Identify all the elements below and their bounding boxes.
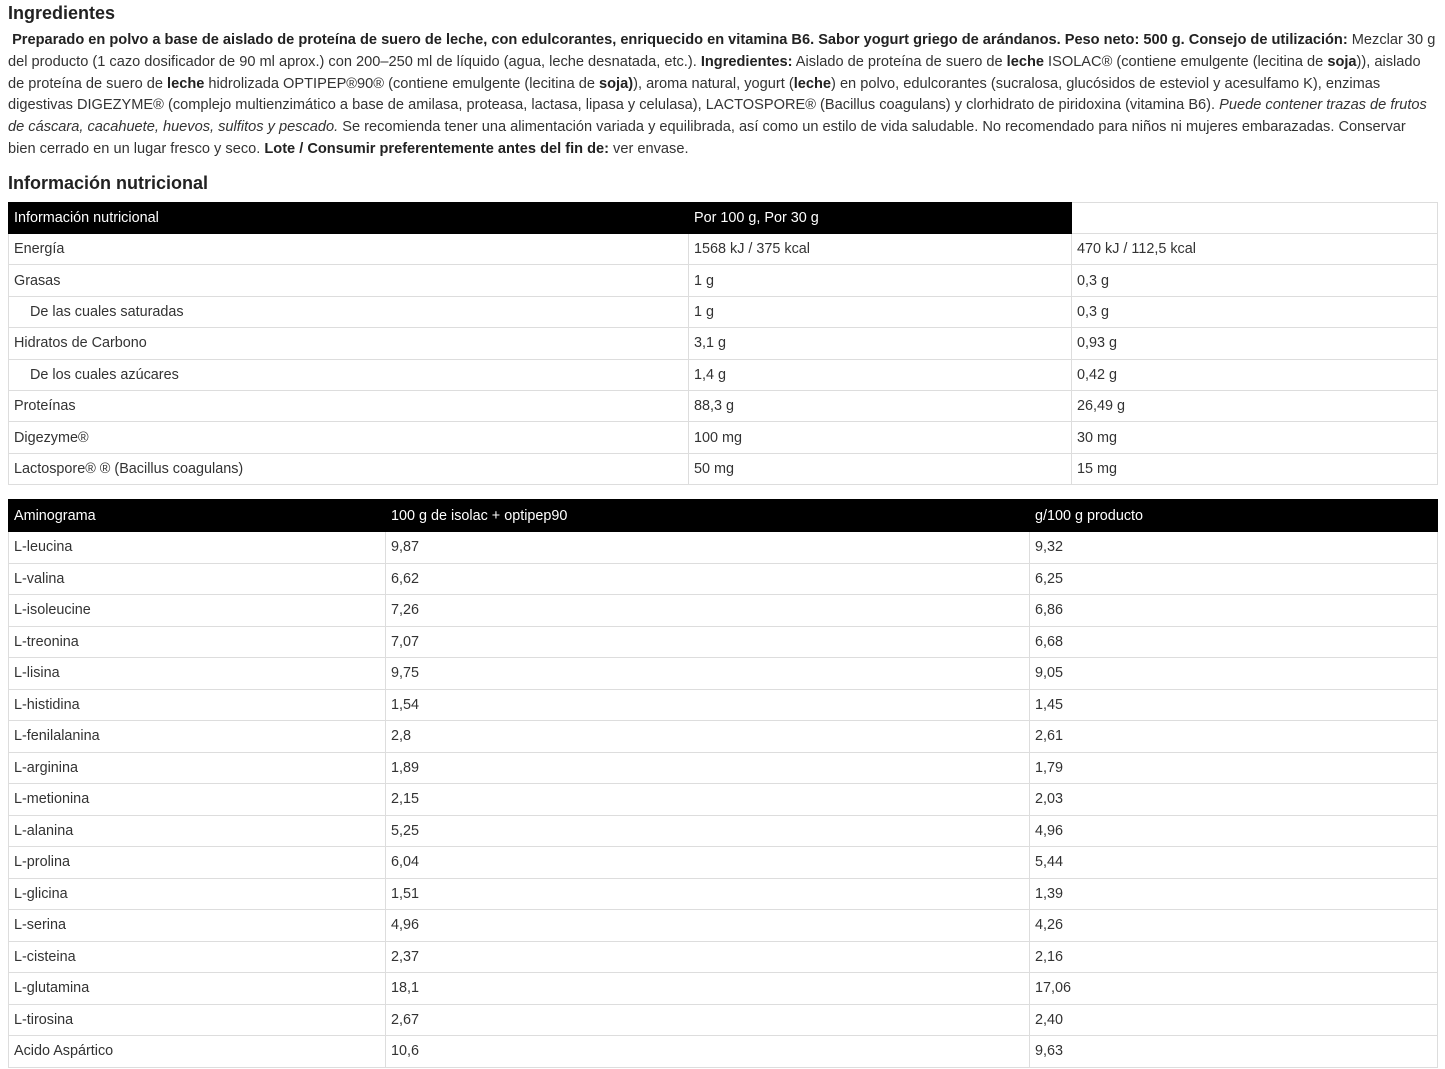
product-value: 5,44 xyxy=(1030,847,1438,879)
per-30g-value: 0,3 g xyxy=(1072,265,1438,296)
aminogram-row xyxy=(9,626,1438,658)
aminogram-row xyxy=(9,658,1438,690)
aminogram-row xyxy=(9,784,1438,816)
ingredients-label: Ingredientes: xyxy=(700,53,793,70)
nutrition-row xyxy=(9,453,1438,484)
nutrient-name: Proteínas xyxy=(9,390,689,421)
allergen-soy: soja) xyxy=(599,75,634,92)
aminogram-row xyxy=(9,847,1438,879)
nutrition-row xyxy=(9,422,1438,453)
isolac-value: 10,6 xyxy=(386,1036,1030,1068)
product-value: 2,40 xyxy=(1030,1004,1438,1036)
aminogram-table xyxy=(8,499,1438,1068)
aminogram-row xyxy=(9,973,1438,1005)
isolac-value: 7,26 xyxy=(386,595,1030,627)
aminogram-row xyxy=(9,721,1438,753)
amino-acid-name: L-arginina xyxy=(9,752,386,784)
nutrition-row xyxy=(9,328,1438,359)
product-value: 4,26 xyxy=(1030,910,1438,942)
nutrient-name: De los cuales azúcares xyxy=(9,359,689,390)
aminogram-row xyxy=(9,1004,1438,1036)
ingredients-paragraph xyxy=(8,30,1437,161)
isolac-value: 18,1 xyxy=(386,973,1030,1005)
traces-warning: Puede contener trazas de frutos de cáscara, cacahuete, huevos, sulfitos y pescado. xyxy=(8,97,1427,136)
aminogram-header-name: Aminograma xyxy=(9,500,386,532)
nutrition-heading: Información nutricional xyxy=(8,173,209,193)
amino-acid-name: L-treonina xyxy=(9,626,386,658)
aminogram-row xyxy=(9,689,1438,721)
product-value: 9,05 xyxy=(1030,658,1438,690)
isolac-value: 9,87 xyxy=(386,532,1030,564)
ingredients-text-part: hidrolizada OPTIPEP®90® (contiene emulgente (lecitina de xyxy=(204,75,600,92)
per-100g-value: 100 mg xyxy=(689,422,1072,453)
amino-acid-name: L-alanina xyxy=(9,815,386,847)
aminogram-header-row xyxy=(9,500,1438,532)
isolac-value: 6,62 xyxy=(386,563,1030,595)
ingredients-heading: Ingredientes xyxy=(8,3,116,23)
isolac-value: 2,15 xyxy=(386,784,1030,816)
nutrition-header-label: Información nutricional xyxy=(9,203,689,234)
allergen-milk: leche xyxy=(793,75,832,92)
isolac-value: 1,51 xyxy=(386,878,1030,910)
isolac-value: 6,04 xyxy=(386,847,1030,879)
amino-acid-name: L-lisina xyxy=(9,658,386,690)
nutrient-name: Grasas xyxy=(9,265,689,296)
amino-acid-name: L-leucina xyxy=(9,532,386,564)
isolac-value: 5,25 xyxy=(386,815,1030,847)
per-100g-value: 1,4 g xyxy=(689,359,1072,390)
ingredients-text-part: )), aislado de proteína de suero de xyxy=(8,53,1421,92)
amino-acid-name: L-fenilalanina xyxy=(9,721,386,753)
isolac-value: 4,96 xyxy=(386,910,1030,942)
nutrient-name: Digezyme® xyxy=(9,422,689,453)
nutrient-name: De las cuales saturadas xyxy=(9,296,689,327)
lote-value: ver envase. xyxy=(609,140,689,157)
per-100g-value: 1568 kJ / 375 kcal xyxy=(689,234,1072,265)
amino-acid-name: L-cisteina xyxy=(9,941,386,973)
per-30g-value: 30 mg xyxy=(1072,422,1438,453)
amino-acid-name: L-metionina xyxy=(9,784,386,816)
nutrition-row xyxy=(9,265,1438,296)
nutrient-name: Hidratos de Carbono xyxy=(9,328,689,359)
isolac-value: 2,67 xyxy=(386,1004,1030,1036)
aminogram-row xyxy=(9,878,1438,910)
ingredients-text-part: ), aroma natural, yogurt ( xyxy=(633,75,794,92)
isolac-value: 2,8 xyxy=(386,721,1030,753)
per-100g-value: 1 g xyxy=(689,296,1072,327)
per-30g-value: 0,93 g xyxy=(1072,328,1438,359)
per-30g-value: 470 kJ / 112,5 kcal xyxy=(1072,234,1438,265)
nutrition-header-row xyxy=(9,203,1438,234)
amino-acid-name: L-glicina xyxy=(9,878,386,910)
aminogram-row xyxy=(9,532,1438,564)
ingredients-text-part: ISOLAC® (contiene emulgente (lecitina de xyxy=(1044,53,1328,70)
nutrition-header-per100: Por 100 g, Por 30 g xyxy=(689,203,1072,234)
per-100g-value: 1 g xyxy=(689,265,1072,296)
product-value: 1,79 xyxy=(1030,752,1438,784)
isolac-value: 2,37 xyxy=(386,941,1030,973)
allergen-milk: leche xyxy=(167,75,205,92)
amino-acid-name: L-tirosina xyxy=(9,1004,386,1036)
nutrient-name: Lactospore® ® (Bacillus coagulans) xyxy=(9,453,689,484)
aminogram-row xyxy=(9,563,1438,595)
product-value: 9,32 xyxy=(1030,532,1438,564)
aminogram-row xyxy=(9,752,1438,784)
ingredients-text-part: ) en polvo, edulcorantes (sucralosa, glucósidos de esteviol y acesulfamo K), enzimas digestivas DIGEZYME® (complejo multienzimático a base de amilasa, proteasa, lactasa, lipasa y celulasa), LACTOSPORE® (Bacillus coagulans) y clorhidrato de piridoxina (vitamina B6). xyxy=(8,75,1381,114)
amino-acid-name: L-histidina xyxy=(9,689,386,721)
product-value: 1,39 xyxy=(1030,878,1438,910)
product-value: 4,96 xyxy=(1030,815,1438,847)
per-30g-value: 26,49 g xyxy=(1072,390,1438,421)
per-30g-value: 0,42 g xyxy=(1072,359,1438,390)
aminogram-row xyxy=(9,910,1438,942)
aminogram-row xyxy=(9,595,1438,627)
nutrition-row xyxy=(9,296,1438,327)
product-value: 1,45 xyxy=(1030,689,1438,721)
nutrition-table xyxy=(8,202,1438,485)
per-30g-value: 0,3 g xyxy=(1072,296,1438,327)
product-value: 2,16 xyxy=(1030,941,1438,973)
lote-label: Lote / Consumir preferentemente antes del fin de: xyxy=(264,140,609,157)
isolac-value: 1,54 xyxy=(386,689,1030,721)
nutrition-row xyxy=(9,234,1438,265)
aminogram-header-product: g/100 g producto xyxy=(1030,500,1438,532)
allergen-milk: leche xyxy=(1006,53,1044,70)
product-value: 6,25 xyxy=(1030,563,1438,595)
nutrient-name: Energía xyxy=(9,234,689,265)
nutrition-row xyxy=(9,390,1438,421)
product-value: 6,68 xyxy=(1030,626,1438,658)
product-value: 17,06 xyxy=(1030,973,1438,1005)
product-description: Preparado en polvo a base de aislado de proteína de suero de leche, con edulcorantes, enriquecido en vitamina B6. Sabor yogurt griego de arándanos. Peso neto: 500 g. Consejo de utilización: xyxy=(12,32,1348,48)
nutrition-row xyxy=(9,359,1438,390)
product-value: 2,03 xyxy=(1030,784,1438,816)
ingredients-text-part: Aislado de proteína de suero de xyxy=(792,53,1007,70)
amino-acid-name: L-isoleucine xyxy=(9,595,386,627)
per-30g-value: 15 mg xyxy=(1072,453,1438,484)
isolac-value: 1,89 xyxy=(386,752,1030,784)
amino-acid-name: L-serina xyxy=(9,910,386,942)
aminogram-header-isolac: 100 g de isolac + optipep90 xyxy=(386,500,1030,532)
product-value: 2,61 xyxy=(1030,721,1438,753)
aminogram-row xyxy=(9,815,1438,847)
nutrition-header-per30 xyxy=(1072,203,1438,234)
per-100g-value: 50 mg xyxy=(689,453,1072,484)
amino-acid-name: L-prolina xyxy=(9,847,386,879)
allergen-soy: soja xyxy=(1327,53,1357,70)
isolac-value: 9,75 xyxy=(386,658,1030,690)
product-value: 6,86 xyxy=(1030,595,1438,627)
per-100g-value: 88,3 g xyxy=(689,390,1072,421)
per-100g-value: 3,1 g xyxy=(689,328,1072,359)
ingredients-text-part: Se recomienda tener una alimentación variada y equilibrada, así como un estilo de vida saludable. No recomendado para niños ni mujeres embarazadas. Conservar bien cerrado en un lugar fresco y seco. xyxy=(8,119,1406,157)
amino-acid-name: Acido Aspártico xyxy=(9,1036,386,1068)
aminogram-row xyxy=(9,1036,1438,1068)
product-value: 9,63 xyxy=(1030,1036,1438,1068)
usage-text: Mezclar 30 g del producto (1 cazo dosificador de 90 ml aprox.) con 200–250 ml de líquido (agua, leche desnatada, etc.). xyxy=(8,32,1436,70)
isolac-value: 7,07 xyxy=(386,626,1030,658)
amino-acid-name: L-glutamina xyxy=(9,973,386,1005)
amino-acid-name: L-valina xyxy=(9,563,386,595)
aminogram-row xyxy=(9,941,1438,973)
